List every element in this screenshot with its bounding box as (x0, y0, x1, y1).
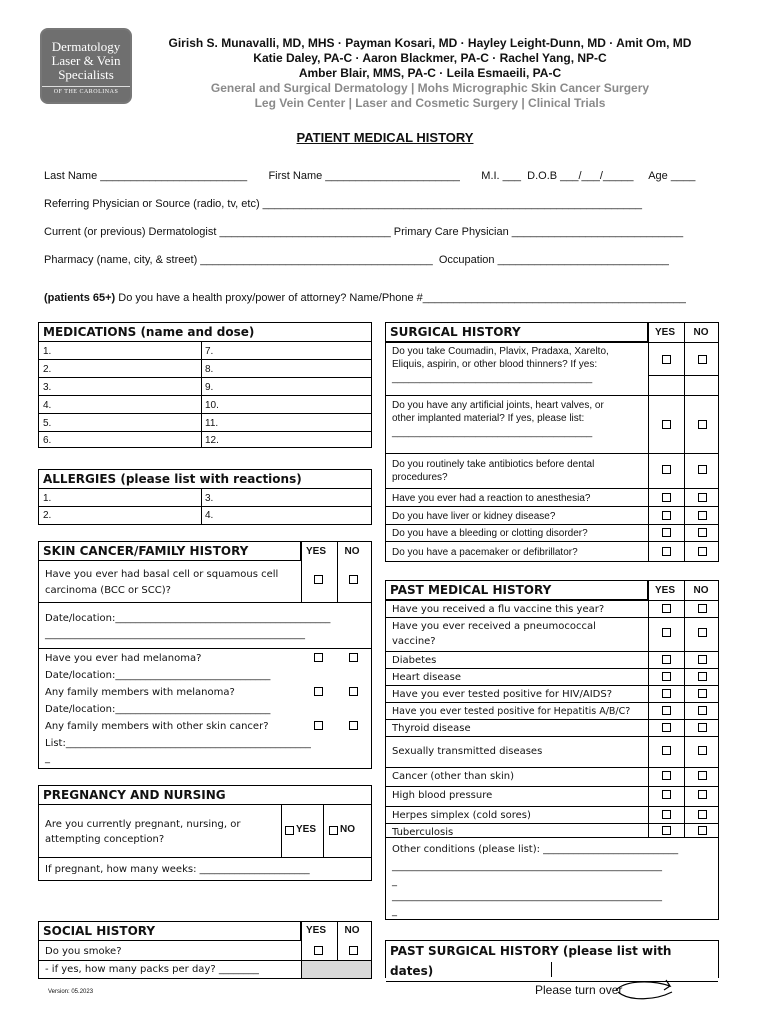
implant-question-line1: Do you have any artificial joints, heart valves, or (392, 400, 604, 411)
blood-pressure-label: High blood pressure (392, 790, 493, 801)
family-other-yes-checkbox[interactable] (314, 721, 323, 730)
pregnancy-yes-label: YES (296, 824, 317, 835)
family-melanoma-question: Any family members with melanoma? (45, 687, 235, 698)
medications-title: MEDICATIONS (name and dose) (39, 323, 371, 342)
blood-thinner-question-line1: Do you take Coumadin, Plavix, Pradaxa, Xarelto, (392, 346, 609, 357)
herpes-no-checkbox[interactable] (698, 810, 707, 819)
pregnancy-no-label: NO (340, 824, 355, 835)
past-surgery-entry-1[interactable] (386, 962, 551, 977)
melanoma-no-checkbox[interactable] (349, 653, 358, 662)
cancer-yes-checkbox[interactable] (662, 771, 671, 780)
pneumococcal-question-line2: vaccine? (392, 636, 436, 647)
pneumococcal-question-line1: Have you ever received a pneumococcal (392, 621, 596, 632)
std-no-checkbox[interactable] (698, 746, 707, 755)
heart-disease-no-checkbox[interactable] (698, 672, 707, 681)
medication-6[interactable]: 6. (43, 435, 52, 446)
family-other-no-checkbox[interactable] (349, 721, 358, 730)
pacemaker-yes-checkbox[interactable] (662, 547, 671, 556)
antibiotics-no-checkbox[interactable] (698, 465, 707, 474)
header-line2: Katie Daley, PA-C · Aaron Blackmer, PA-C · Rachel Yang, NP-C (253, 51, 607, 65)
header-line3: Amber Blair, MMS, PA-C · Leila Esmaeili, PA-C (298, 66, 562, 80)
family-cancer-list-field[interactable]: List:_________________________________________________ (45, 738, 311, 749)
medication-8[interactable]: 8. (205, 364, 214, 375)
name-dob-field[interactable]: Last Name ________________________ First Name ______________________ M.I. ___ D.O.B ___/___/_____ Age ____ (44, 170, 696, 182)
antibiotics-question-line2: procedures? (392, 472, 448, 483)
pastmed-yes-header: YES (654, 585, 675, 596)
blood-thinner-no-checkbox[interactable] (698, 355, 707, 364)
bcc-question-line1: Have you ever had basal cell or squamous cell (45, 569, 279, 580)
medication-11[interactable]: 11. (205, 418, 219, 429)
heart-disease-yes-checkbox[interactable] (662, 672, 671, 681)
past-surgery-entry-2[interactable] (552, 962, 718, 977)
herpes-label: Herpes simplex (cold sores) (392, 810, 531, 821)
medication-10[interactable]: 10. (205, 400, 219, 411)
health-proxy-field[interactable] (44, 292, 686, 304)
implant-list-field[interactable]: ____________________________________ (392, 427, 593, 438)
smoke-yes-checkbox[interactable] (314, 946, 323, 955)
surgical-no-header: NO (693, 327, 709, 338)
family-melanoma-no-checkbox[interactable] (349, 687, 358, 696)
blood-pressure-no-checkbox[interactable] (698, 790, 707, 799)
liver-kidney-no-checkbox[interactable] (698, 511, 707, 520)
pregnancy-no-checkbox[interactable] (329, 826, 338, 835)
health-proxy-question: Do you have a health proxy/power of attorney? Name/Phone #___________________________________________ (115, 292, 686, 304)
bcc-date-field-2[interactable]: ____________________________________________________ (45, 629, 305, 640)
header-line5: Leg Vein Center | Laser and Cosmetic Surgery | Clinical Trials (254, 96, 606, 110)
family-melanoma-yes-checkbox[interactable] (314, 687, 323, 696)
turn-over-label: Please turn over (535, 983, 623, 997)
practice-logo (40, 28, 132, 104)
cancer-no-checkbox[interactable] (698, 771, 707, 780)
herpes-yes-checkbox[interactable] (662, 810, 671, 819)
std-label: Sexually transmitted diseases (392, 746, 543, 757)
allergy-3[interactable]: 3. (205, 493, 214, 504)
skin-cancer-title: SKIN CANCER/FAMILY HISTORY (39, 542, 301, 561)
family-other-cancer-question: Any family members with other skin cancer? (45, 721, 269, 732)
melanoma-date-field[interactable]: Date/location:_______________________________ (45, 670, 271, 681)
surgical-history-section (385, 322, 719, 562)
pneumococcal-no-checkbox[interactable] (698, 628, 707, 637)
thyroid-no-checkbox[interactable] (698, 723, 707, 732)
smoke-question: Do you smoke? (45, 946, 122, 957)
surgical-history-title: SURGICAL HISTORY (386, 323, 648, 342)
blood-pressure-yes-checkbox[interactable] (662, 790, 671, 799)
anesthesia-no-checkbox[interactable] (698, 493, 707, 502)
turn-over-arrow-icon (612, 976, 678, 1004)
pregnancy-question-line1: Are you currently pregnant, nursing, or (45, 819, 241, 830)
antibiotics-yes-checkbox[interactable] (662, 465, 671, 474)
bcc-date-field[interactable]: Date/location:___________________________________________ (45, 613, 331, 624)
skin-yes-header: YES (305, 546, 326, 557)
other-conditions-field-2[interactable]: ______________________________________________________ (392, 861, 662, 872)
version-label: Version: 05.2023 (48, 989, 94, 995)
family-melanoma-date-field[interactable]: Date/location:_______________________________ (45, 704, 271, 715)
pacemaker-no-checkbox[interactable] (698, 547, 707, 556)
social-yes-header: YES (305, 925, 326, 936)
pregnancy-section (38, 785, 372, 881)
thyroid-label: Thyroid disease (392, 723, 471, 734)
pastmed-no-header: NO (693, 585, 709, 596)
bleeding-question: Do you have a bleeding or clotting disorder? (392, 528, 588, 539)
bcc-no-checkbox[interactable] (349, 575, 358, 584)
hepatitis-question: Have you ever tested positive for Hepatitis A/B/C? (392, 706, 631, 717)
allergy-4[interactable]: 4. (205, 510, 214, 521)
past-surgical-history-title: PAST SURGICAL HISTORY (please list with dates) (386, 941, 718, 982)
flu-vaccine-question: Have you received a flu vaccine this year? (392, 604, 605, 615)
health-proxy-age-label: (patients 65+) (44, 292, 116, 304)
pregnancy-weeks-field[interactable]: If pregnant, how many weeks: ______________________ (45, 864, 310, 875)
hepatitis-yes-checkbox[interactable] (662, 706, 671, 715)
diabetes-yes-checkbox[interactable] (662, 655, 671, 664)
medication-1[interactable]: 1. (43, 346, 52, 357)
tuberculosis-yes-checkbox[interactable] (662, 826, 671, 835)
other-conditions-field-3[interactable]: _ (392, 876, 397, 887)
pneumococcal-yes-checkbox[interactable] (662, 628, 671, 637)
other-conditions-field[interactable]: Other conditions (please list): ___________________________ (392, 844, 679, 855)
header-line1: Girish S. Munavalli, MD, MHS · Payman Kosari, MD · Hayley Leight-Dunn, MD · Amit Om, MD (168, 36, 692, 50)
social-history-section (38, 921, 372, 979)
hiv-yes-checkbox[interactable] (662, 689, 671, 698)
medication-2[interactable]: 2. (43, 364, 52, 375)
melanoma-question: Have you ever had melanoma? (45, 653, 202, 664)
std-yes-checkbox[interactable] (662, 746, 671, 755)
tuberculosis-label: Tuberculosis (392, 827, 454, 838)
allergies-title: ALLERGIES (please list with reactions) (39, 470, 371, 489)
skin-no-header: NO (344, 546, 360, 557)
logo-line4: OF THE CAROLINAS (42, 86, 130, 95)
social-no-header: NO (344, 925, 360, 936)
allergy-1[interactable]: 1. (43, 493, 52, 504)
page-title: PATIENT MEDICAL HISTORY (296, 130, 474, 145)
pregnancy-question-line2: attempting conception? (45, 834, 165, 845)
anesthesia-question: Have you ever had a reaction to anesthesia? (392, 493, 591, 504)
family-cancer-list-field-2[interactable]: _ (45, 753, 50, 764)
logo-line3: Specialists (58, 67, 114, 82)
pregnancy-yes-checkbox[interactable] (285, 826, 294, 835)
logo-line2: Laser & Vein (51, 53, 121, 68)
medication-4[interactable]: 4. (43, 400, 52, 411)
smoke-no-checkbox[interactable] (349, 946, 358, 955)
blood-thinner-yes-checkbox[interactable] (662, 355, 671, 364)
referring-physician-field[interactable]: Referring Physician or Source (radio, tv, etc) ______________________________________________________________ (44, 198, 642, 210)
skin-cancer-section (38, 541, 372, 769)
other-conditions-field-4[interactable]: ______________________________________________________ (392, 891, 662, 902)
tuberculosis-no-checkbox[interactable] (698, 826, 707, 835)
thyroid-yes-checkbox[interactable] (662, 723, 671, 732)
dermatologist-pcp-field[interactable]: Current (or previous) Dermatologist ____________________________ Primary Care Physician ____________________________ (44, 226, 684, 238)
flu-vaccine-yes-checkbox[interactable] (662, 604, 671, 613)
medication-5[interactable]: 5. (43, 418, 52, 429)
past-medical-history-title: PAST MEDICAL HISTORY (386, 581, 648, 600)
blood-thinner-list-field[interactable]: ____________________________________ (392, 373, 593, 384)
medication-12[interactable]: 12. (205, 435, 219, 446)
header-line4: General and Surgical Dermatology | Mohs Micrographic Skin Cancer Surgery (210, 81, 650, 95)
antibiotics-question-line1: Do you routinely take antibiotics before dental (392, 459, 595, 470)
blood-thinner-question-line2: Eliquis, aspirin, or other blood thinners? If yes: (392, 359, 598, 370)
liver-kidney-yes-checkbox[interactable] (662, 511, 671, 520)
melanoma-yes-checkbox[interactable] (314, 653, 323, 662)
pacemaker-question: Do you have a pacemaker or defibrillator? (392, 547, 578, 558)
bcc-yes-checkbox[interactable] (314, 575, 323, 584)
bleeding-no-checkbox[interactable] (698, 528, 707, 537)
hepatitis-no-checkbox[interactable] (698, 706, 707, 715)
allergies-section (38, 469, 372, 525)
past-surgical-history-section (385, 940, 719, 978)
allergy-2[interactable]: 2. (43, 510, 52, 521)
practice-header (140, 36, 720, 111)
medication-3[interactable]: 3. (43, 382, 52, 393)
past-medical-history-section (385, 580, 719, 920)
medications-section (38, 322, 372, 448)
diabetes-label: Diabetes (392, 655, 437, 666)
logo-line1: Dermatology (51, 39, 121, 54)
implant-question-line2: other implanted material? If yes, please list: (392, 413, 585, 424)
surgical-yes-header: YES (654, 327, 675, 338)
bleeding-yes-checkbox[interactable] (662, 528, 671, 537)
pregnancy-title: PREGNANCY AND NURSING (39, 786, 371, 805)
implant-no-checkbox[interactable] (698, 420, 707, 429)
anesthesia-yes-checkbox[interactable] (662, 493, 671, 502)
medication-7[interactable]: 7. (205, 346, 214, 357)
bcc-question-line2: carcinoma (BCC or SCC)? (45, 585, 171, 596)
packs-per-day-field[interactable]: - if yes, how many packs per day? ________ (45, 964, 259, 975)
implant-yes-checkbox[interactable] (662, 420, 671, 429)
hiv-no-checkbox[interactable] (698, 689, 707, 698)
other-conditions-field-5[interactable]: _ (392, 906, 397, 917)
cancer-label: Cancer (other than skin) (392, 771, 515, 782)
social-history-title: SOCIAL HISTORY (39, 922, 301, 941)
liver-kidney-question: Do you have liver or kidney disease? (392, 511, 556, 522)
medication-9[interactable]: 9. (205, 382, 214, 393)
hiv-question: Have you ever tested positive for HIV/AIDS? (392, 689, 612, 700)
diabetes-no-checkbox[interactable] (698, 655, 707, 664)
flu-vaccine-no-checkbox[interactable] (698, 604, 707, 613)
pharmacy-occupation-field[interactable]: Pharmacy (name, city, & street) ______________________________________ Occupation ____________________________ (44, 254, 669, 266)
heart-disease-label: Heart disease (392, 672, 461, 683)
